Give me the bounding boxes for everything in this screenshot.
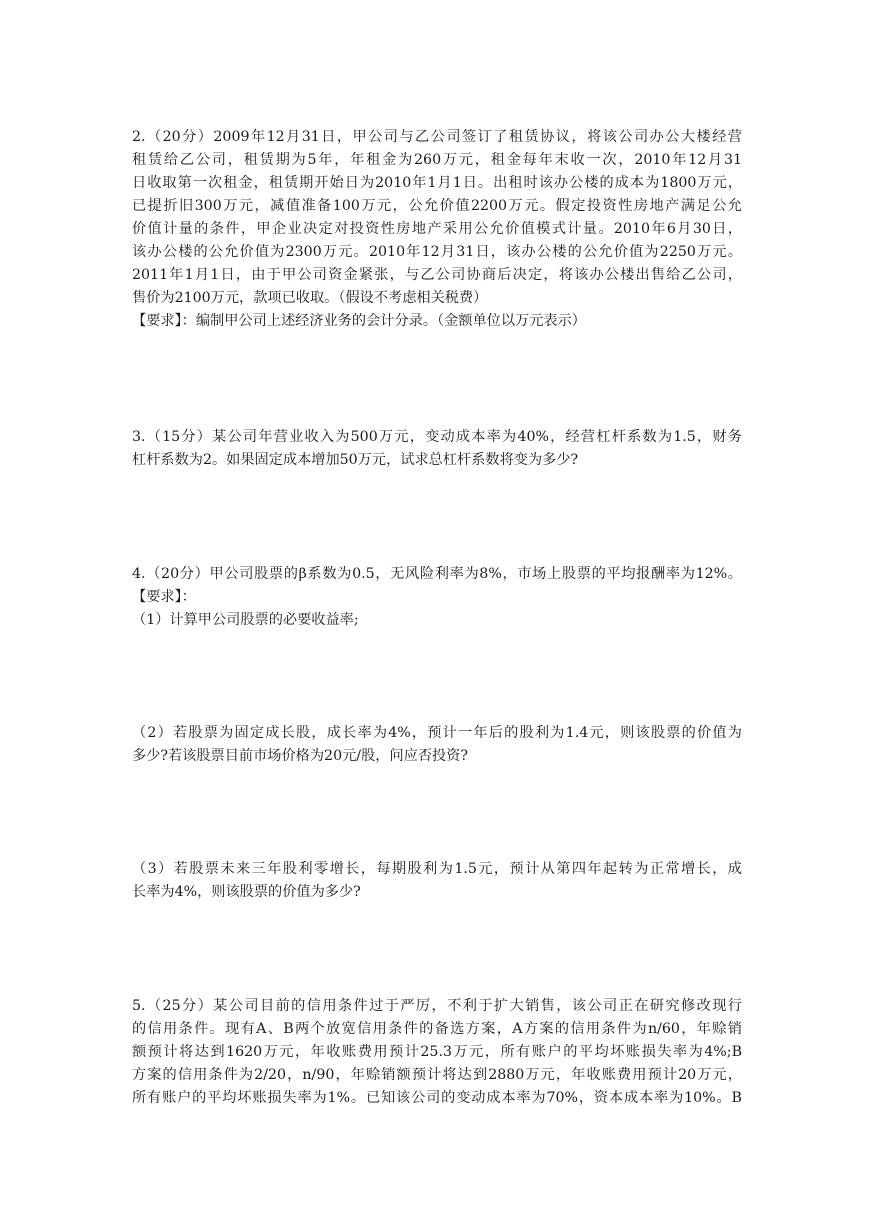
q3-line-1: 3.（15分）某公司年营业收入为500万元，变动成本率为40%，经营杠杆系数为1.5，财务 <box>132 429 742 445</box>
q2-line-3: 日收取第一次租金，租赁期开始日为2010年1月1日。出租时该办公楼的成本为1800万元， <box>132 175 742 191</box>
q5-line-2: 的信用条件。现有A、B两个放宽信用条件的备选方案，A方案的信用条件为n/60，年赊销 <box>132 1021 742 1037</box>
q2-line-5: 价值计量的条件，甲企业决定对投资性房地产采用公允价值模式计量。2010年6月30日， <box>132 221 742 237</box>
q5-line-3: 额预计将达到1620万元，年收账费用预计25.3万元，所有账户的平均坏账损失率为4%;B <box>132 1044 742 1060</box>
q2-line-8: 售价为2100万元，款项已收取。（假设不考虑相关税费） <box>132 290 488 306</box>
q3-line-2: 杠杆系数为2。如果固定成本增加50万元，试求总杠杆系数将变为多少? <box>132 452 579 468</box>
q4-requirement: 【要求】： <box>132 589 196 605</box>
q4-line-1: 4.（20分）甲公司股票的β系数为0.5，无风险利率为8%，市场上股票的平均报酬率为12%。 <box>132 566 742 582</box>
q4-part-1: （1）计算甲公司股票的必要收益率; <box>132 612 359 628</box>
q4-part-3-line-2: 长率为4%，则该股票的价值为多少? <box>132 884 361 900</box>
q2-line-7: 2011年1月1日，由于甲公司资金紧张，与乙公司协商后决定，将该办公楼出售给乙公司， <box>132 267 742 283</box>
q4-part-2-line-2: 多少?若该股票目前市场价格为20元/股，问应否投资? <box>132 748 468 764</box>
q5-line-1: 5.（25分）某公司目前的信用条件过于严厉，不利于扩大销售，该公司正在研究修改现行 <box>132 998 742 1014</box>
q5-line-5: 所有账户的平均坏账损失率为1%。已知该公司的变动成本率为70%，资本成本率为10%。B <box>132 1090 742 1106</box>
q5-line-4: 方案的信用条件为2/20，n/90，年赊销额预计将达到2880万元，年收账费用预计20万元， <box>132 1067 742 1083</box>
q4-part-2-line-1: （2）若股票为固定成长股，成长率为4%，预计一年后的股利为1.4元，则该股票的价值为 <box>132 725 742 741</box>
q2-line-6: 该办公楼的公允价值为2300万元。2010年12月31日，该办公楼的公允价值为2250万元。 <box>132 244 742 260</box>
q2-requirement: 【要求】：编制甲公司上述经济业务的会计分录。（金额单位以万元表示） <box>132 313 586 329</box>
q4-part-3-line-1: （3）若股票未来三年股利零增长，每期股利为1.5元，预计从第四年起转为正常增长，成 <box>132 861 742 877</box>
q2-line-2: 租赁给乙公司，租赁期为5年，年租金为260万元，租金每年末收一次，2010年12月31 <box>132 152 742 168</box>
q2-line-4: 已提折旧300万元，减值准备100万元，公允价值2200万元。假定投资性房地产满足公允 <box>132 198 742 214</box>
q2-line-1: 2.（20分）2009年12月31日，甲公司与乙公司签订了租赁协议，将该公司办公大楼经营 <box>132 129 742 145</box>
